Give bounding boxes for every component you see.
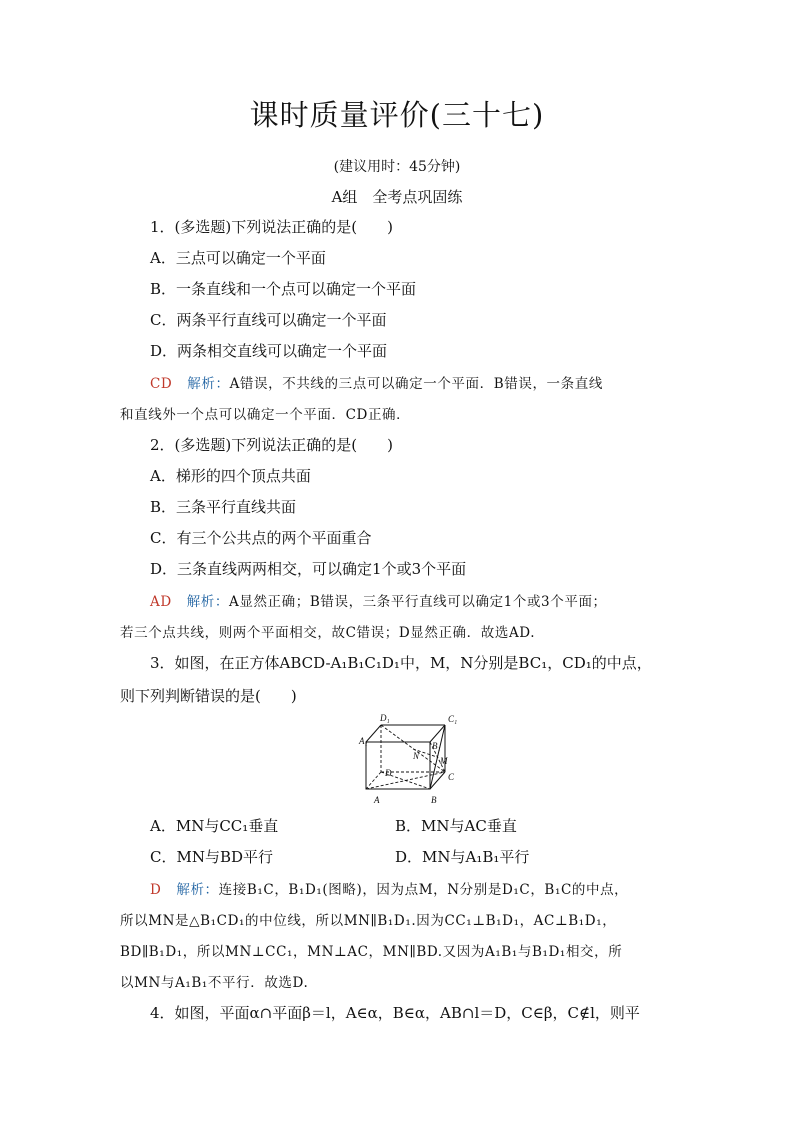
q3-option-d: D．MN与A₁B₁平行: [395, 848, 530, 866]
label-n: N: [413, 751, 420, 761]
q1-explanation-text: A错误，不共线的三点可以确定一个平面．B错误，一条直线: [229, 376, 603, 392]
q1-stem: 1．(多选题)下列说法正确的是( ): [150, 218, 393, 236]
q3-explanation-line-3: BD∥B₁D₁，所以MN⊥CC₁，MN⊥AC，MN∥BD.又因为A₁B₁与B₁D₁相交，所: [120, 944, 623, 960]
q1-explanation-line-2: 和直线外一个点可以确定一个平面．CD正确．: [120, 407, 411, 423]
q2-option-b: B．三条平行直线共面: [150, 498, 297, 516]
group-heading: A组 全考点巩固练: [331, 188, 463, 206]
label-b1: B₁: [432, 741, 441, 751]
q3-option-b: B．MN与AC垂直: [395, 817, 517, 835]
page-title: 课时质量评价(三十七): [249, 98, 545, 132]
q2-option-d: D．三条直线两两相交，可以确定1个或3个平面: [150, 560, 467, 578]
label-a1: A₁: [359, 736, 368, 746]
q2-answer: AD: [150, 594, 172, 610]
q2-stem: 2．(多选题)下列说法正确的是( ): [150, 436, 393, 454]
q2-explanation-line-1: [150, 590, 607, 610]
q3-option-c: C．MN与BD平行: [150, 848, 274, 866]
q3-explanation-line-2: 所以MN是△B₁CD₁的中位线，所以MN∥B₁D₁.因为CC₁⊥B₁D₁，AC⊥B₁D₁，: [120, 913, 617, 929]
label-b: B: [431, 795, 437, 805]
q2-option-a: A．梯形的四个顶点共面: [150, 467, 311, 485]
q3-stem-line-1: 3．如图，在正方体ABCD-A₁B₁C₁D₁中，M，N分别是BC₁，CD₁的中点，: [150, 654, 652, 672]
q3-explanation-text: 连接B₁C，B₁D₁(图略)，因为点M，N分别是D₁C，B₁C的中点，: [218, 882, 629, 898]
label-a: A: [374, 795, 380, 805]
q3-explanation-line-4: 以MN与A₁B₁不平行．故选D.: [120, 975, 309, 991]
q3-option-a: A．MN与CC₁垂直: [150, 817, 279, 835]
q1-option-d: D．两条相交直线可以确定一个平面: [150, 342, 388, 360]
q1-explanation-label: 解析：: [187, 376, 230, 392]
q1-option-c: C．两条平行直线可以确定一个平面: [150, 311, 387, 329]
q1-option-a: A．三点可以确定一个平面: [150, 249, 326, 267]
label-m: M: [440, 756, 448, 766]
q1-answer: CD: [150, 376, 173, 392]
q1-option-b: B．一条直线和一个点可以确定一个平面: [150, 280, 417, 298]
q1-explanation-line-1: [150, 372, 603, 392]
q3-answer: D: [150, 882, 162, 898]
q3-explanation-line-1: [150, 878, 628, 898]
label-c1: C₁: [448, 714, 458, 724]
q3-stem-line-2: 则下列判断错误的是( ): [120, 687, 297, 705]
q2-explanation-text: A显然正确；B错误，三条平行直线可以确定1个或3个平面；: [229, 594, 607, 610]
cube-figure: [360, 712, 470, 808]
q3-explanation-label: 解析：: [176, 882, 219, 898]
q2-explanation-line-2: 若三个点共线，则两个平面相交，故C错误；D显然正确．故选AD.: [120, 625, 536, 641]
label-d1: D₁: [380, 713, 390, 723]
time-note: (建议用时：45分钟): [333, 159, 461, 175]
q2-option-c: C．有三个公共点的两个平面重合: [150, 529, 372, 547]
label-d: D: [385, 768, 392, 778]
q2-explanation-label: 解析：: [186, 594, 229, 610]
label-c: C: [448, 772, 455, 782]
q4-stem-line-1: 4．如图，平面α∩平面β＝l，A∈α，B∈α，AB∩l＝D，C∈β，C∉l，则平: [150, 1004, 640, 1022]
